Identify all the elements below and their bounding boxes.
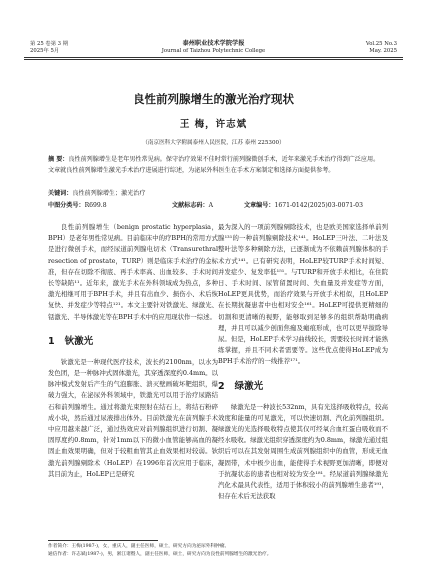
section-2-paragraph: 绿激光是一种波长532nm，具有光选择吸收特点，较高效度和能量的可见激光，可以快速切割、汽化前列腺组织。绿激光的光选择吸收特点使其仅可经氧合血红蛋白吸收而不经水吸收。绿激光组织穿透深度约为0.8mm，绿激光通过组织后可以在其发射周围生成前列腺组织中的血管，形成无血凝固带，术中极少出血，能使得手术视野更加清晰，即便对于抗凝状态的患者也相对较为安全¹⁸¹。经尿道前列腺绿激光汽化术最具代表性，适用于体积较小的前列腺增生患者¹⁹¹，但存在术后无法获取: [218, 402, 388, 501]
abstract: [48, 154, 380, 176]
article-number-value: 1671-0142(2025)03-0071-03: [274, 202, 363, 209]
header-volume-cn: 第 25 卷第 3 期: [30, 41, 69, 47]
section-2-heading: [218, 380, 388, 394]
header-rule-top: [24, 57, 403, 58]
article-authors: 王 梅，许志斌: [179, 119, 248, 130]
article-number: [244, 200, 363, 209]
keywords-text: 良性前列腺增生；激光治疗: [72, 190, 146, 197]
section-1-heading: [48, 335, 218, 349]
document-code-label: 文献标志码：: [172, 202, 209, 209]
body-left-column: [48, 222, 218, 480]
header-volume-en: Vol.25 No.3: [365, 41, 397, 47]
header-date-cn: 2025年 5月: [30, 48, 60, 54]
body-right-column: [218, 222, 388, 502]
article-number-label: 文章编号：: [244, 202, 275, 209]
clc-label: 中图分类号：: [48, 202, 85, 209]
header-journal-en: Journal of Taizhou Polytechnic College: [161, 48, 266, 54]
footnote-author-bio: 作者简介：王梅(1987-)，女，重庆人，副主任医师，硕士，研究方向为泌尿外科肿瘤。: [48, 544, 230, 549]
abstract-label: 摘 要：: [48, 156, 69, 163]
footnote-corresponding-author: 通信作者：许志斌(1987-)，男，浙江诸暨人，副主任医师，硕士，研究方向为良性前列腺增生的激光治疗。: [48, 552, 272, 557]
document-code: [172, 200, 213, 209]
header-date-en: May. 2025: [369, 48, 397, 54]
section-1-paragraph: 钬激光是一种现代医疗技术，波长约2100nm，以水为发色团，是一种脉冲式固体激光，其穿透深度约0.4mm。以脉冲模式发射后产生的气泡膨胀、溃灭壁画破坏靶组织，爆破力强大，在泌尿外科领域中，铁激光可以用于治疗尿路结石和前列腺增生。通过将激光束照射在结石上，将结石粉碎成小块，然后通过尿液排出体外。目前铁激光在前列腺手术中应用越来越广泛，通过热效应对前列腺组织进行切割、凝固厚度约0.8mm，针对1mm以下的微小血管能够高血的凝固止血效果明确，但对于较粗血管其止血效果相对较弱。钬激光前列腺剜除术（HoLEP）在1996年首次应用于临床，其目前为止，HoLEP已是研究: [48, 357, 218, 478]
abstract-text: 良性前列腺增生是老年男性常见病。保守治疗效果不佳时常行前列腺微创手术，近年来激光手术治疗得到广泛应用。文章就良性前列腺增生激光手术治疗进展进行综述，为泌尿外科医生在手术方案制定和选择方面提供参考。: [48, 156, 380, 174]
footnote-rule: [48, 540, 158, 541]
keywords: [48, 188, 380, 197]
section-1-number: 1: [48, 335, 55, 347]
section-1-title: 钬激光: [64, 335, 94, 347]
article-title: 良性前列腺增生的激光治疗现状: [133, 92, 294, 106]
header-journal-cn: 泰州职业技术学院学报: [182, 40, 245, 47]
clc-value: R699.8: [84, 202, 107, 209]
section-2-number: 2: [218, 380, 225, 392]
clc-number: [48, 200, 107, 209]
document-code-value: A: [208, 202, 213, 209]
article-affiliation: （南京医科大学附属泰州人民医院，江苏 泰州 225300）: [142, 140, 285, 146]
intro-paragraph: 良性前列腺增生（benign prostatic hyperplasia，BPH）是老年男性常见病。目前临床中的疗BPH的常用方式是进行微创手术，而经尿道前列腺电切术（Transurethral resection of prostate，TURP）则是临床手术治疗的金标准，但存在切除不彻底、再手术率高、出血较多、手术时间长等缺陷¹¹。近年来，激光手术在外科领域成为热点，多种激光相继可用于BPH手术，并且有出血少、损伤小、术后恢复快、并发症少等特点¹²¹。本文主要针对铁激光、绿激光、铥激光、半导体激光等在BPH手术中的应用现状作一综述。: [48, 223, 218, 321]
section-1-continued-paragraph: 最为深入的一项前列腺剜除技术，也是欧美国家选择单前列腺¹³¹的一种前列腺剜除技术¹⁴¹。HoLEP三叶法、二叶法及整叶法等多种剜除方法，已逐渐成为不依赖前列腺体积的手术方式¹⁴¹。已有研究表明，HoLEP较TURP手术时间短、并发症少、复发率低¹⁵¹。与TURP和开放手术相比，在住院日、手术时间、尿管留置时间、失血量及并发症等方面，HoLEP更具优势，而治疗效果与开放手术相似，且HoLEP在长期抗凝患者中也相对安全¹⁶¹。HoLEP可提供更精细的切割和更清晰的视野，能够取到足够多的组织帮助明确病理，并且可以减少创面焦痂及瘢痕形成，也可以更早拔除导尿。但是，HoLEP手术学习曲线较长，需要较长时间才能熟练掌握，并且不同术者需要等。这些优点使得HoLEP成为BPH手术治疗的一线推荐¹⁷¹。: [218, 223, 388, 366]
section-2-title: 绿激光: [234, 380, 264, 392]
header-rule-bottom: [24, 59, 403, 60]
keywords-label: 关键词：: [48, 190, 73, 197]
